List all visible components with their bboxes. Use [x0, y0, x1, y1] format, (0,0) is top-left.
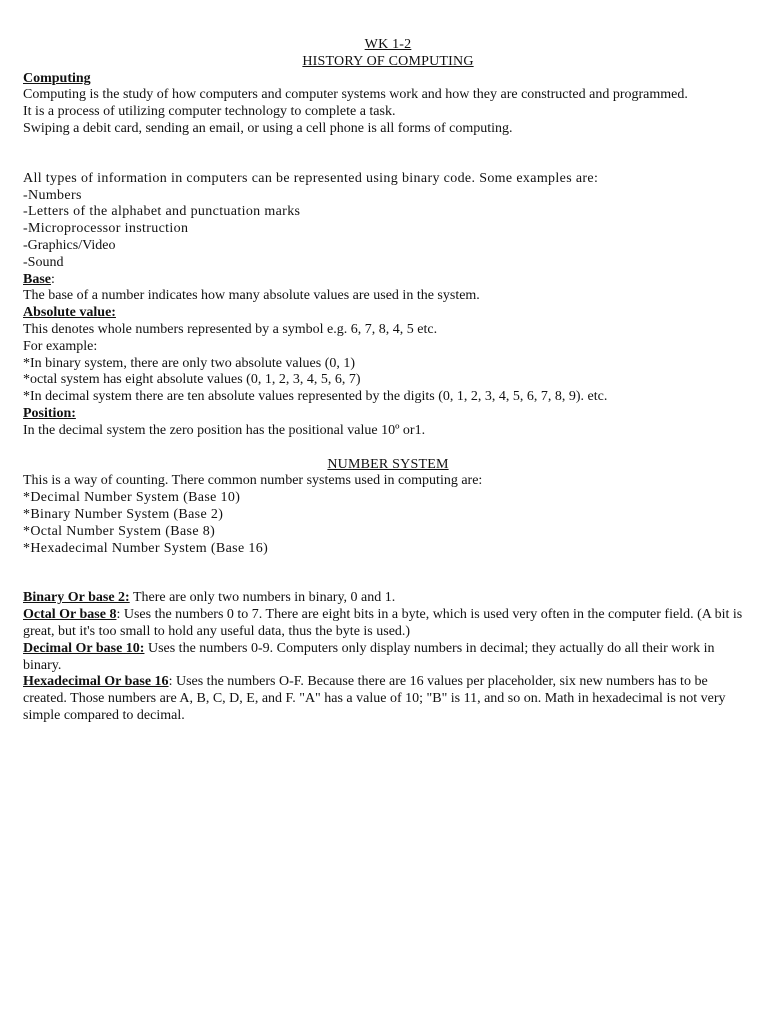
binary-base-paragraph — [23, 590, 753, 607]
position-heading — [23, 406, 753, 423]
number-system-intro: This is a way of counting. There common number systems used in computing are: — [23, 473, 483, 489]
spacer — [23, 557, 753, 590]
hexadecimal-base-text: : Uses the numbers O-F. Because there are 16 values per placeholder, six new numbers has to be created. Those numbers are A, B, C, D, E, and F. "A" has a value of 10; "B" is 11, and so on. Math in hexadecimal is not very simple compared to decimal. — [23, 674, 726, 723]
octal-base-text: : Uses the numbers 0 to 7. There are eight bits in a byte, which is used very often in the computer field. (A bit is great, but it's too small to hold any useful data, thus the byte is used.) — [23, 607, 743, 639]
decimal-base-text: Uses the numbers 0-9. Computers only display numbers in decimal; they actually do all their work in binary. — [23, 640, 715, 673]
computing-heading-text: Computing — [23, 70, 91, 86]
example-item: *In decimal system there are ten absolute values represented by the digits (0, 1, 2, 3, 4, 5, 6, 7, 8, 9). etc. — [23, 389, 608, 405]
absolute-value-heading-text: Absolute value: — [23, 305, 116, 321]
binary-info-intro: All types of information in computers can be represented using binary code. Some examples are: — [23, 170, 599, 186]
binary-info-item: -Numbers — [23, 187, 82, 203]
hexadecimal-base-paragraph — [23, 674, 753, 724]
spacer — [23, 440, 753, 457]
binary-info-item: -Letters of the alphabet and punctuation marks — [23, 204, 301, 220]
week-label: WK 1-2 — [364, 37, 412, 52]
octal-base-paragraph — [23, 607, 753, 641]
absolute-value-heading — [23, 305, 753, 322]
binary-info-item: -Graphics/Video — [23, 237, 116, 253]
position-text: In the decimal system the zero position has the positional value 10º or1. — [23, 422, 426, 438]
binary-info-item: -Microprocessor instruction — [23, 221, 189, 237]
decimal-base-label: Decimal Or base 10: — [23, 640, 145, 656]
computing-paragraph-2: It is a process of utilizing computer technology to complete a task. — [23, 104, 396, 120]
binary-base-label: Binary Or base 2: — [23, 590, 130, 606]
decimal-base-paragraph — [23, 641, 753, 675]
spacer — [23, 138, 753, 171]
number-system-item: *Octal Number System (Base 8) — [23, 523, 216, 539]
absolute-value-text: This denotes whole numbers represented by a symbol e.g. 6, 7, 8, 4, 5 etc. — [23, 321, 438, 337]
position-heading-text: Position: — [23, 405, 76, 421]
base-text: The base of a number indicates how many absolute values are used in the system. — [23, 288, 480, 304]
example-item: *In binary system, there are only two absolute values (0, 1) — [23, 355, 356, 371]
octal-base-label: Octal Or base 8 — [23, 607, 117, 623]
number-system-item: *Hexadecimal Number System (Base 16) — [23, 540, 269, 556]
computing-paragraph-1: Computing is the study of how computers and computer systems work and how they are constructed and programmed. — [23, 87, 688, 103]
computing-paragraph-3: Swiping a debit card, sending an email, or using a cell phone is all forms of computing. — [23, 120, 513, 136]
number-system-heading: NUMBER SYSTEM — [327, 456, 449, 472]
binary-info-item: -Sound — [23, 254, 64, 270]
example-item: *octal system has eight absolute values (0, 1, 2, 3, 4, 5, 6, 7) — [23, 372, 361, 388]
binary-base-text: There are only two numbers in binary, 0 and 1. — [129, 590, 396, 606]
hexadecimal-base-label: Hexadecimal Or base 16 — [23, 674, 169, 690]
computing-heading — [23, 71, 753, 88]
number-system-item: *Decimal Number System (Base 10) — [23, 490, 241, 506]
base-heading-suffix: : — [51, 271, 55, 287]
base-heading-text: Base — [23, 271, 51, 287]
example-label: For example: — [23, 338, 98, 354]
page-title-text: HISTORY OF COMPUTING — [302, 53, 474, 69]
base-heading — [23, 272, 753, 289]
number-system-item: *Binary Number System (Base 2) — [23, 506, 224, 522]
document-body — [23, 37, 753, 725]
page-title — [23, 54, 753, 71]
